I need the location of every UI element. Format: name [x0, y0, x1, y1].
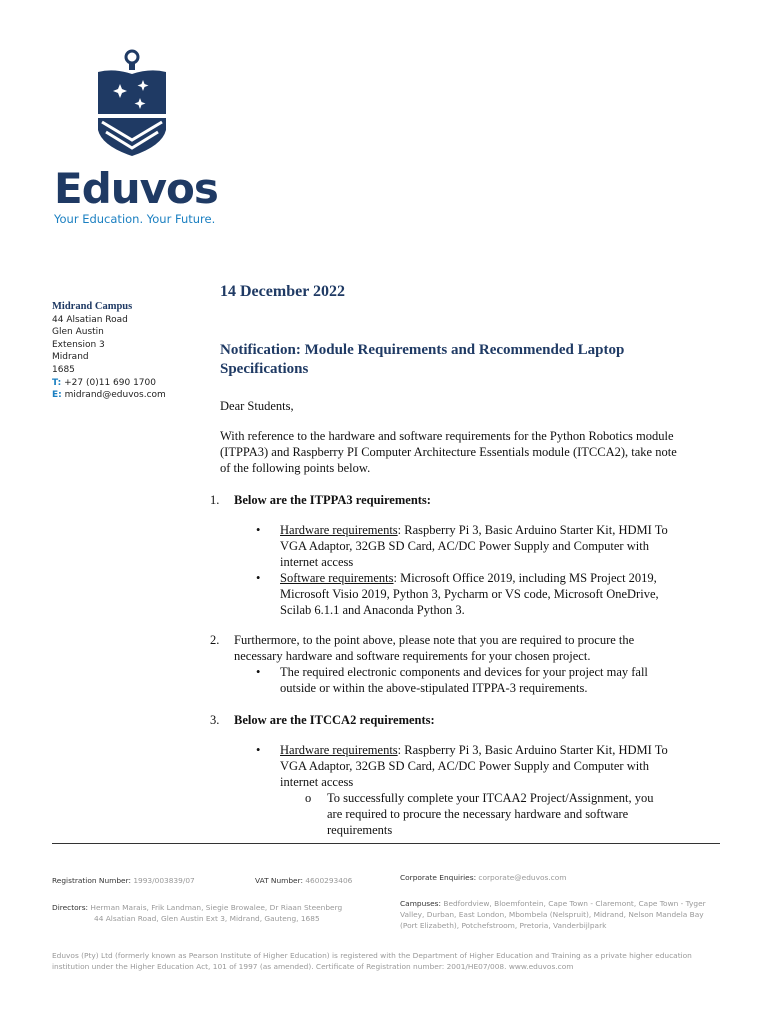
bullet-text: : Microsoft Office 2019, including MS Project 2019, Microsoft Visio 2019, Python 3, Pycharm or VS code, Microsoft OneDrive, Scilab 6.1.1 and Anaconda Python 3.	[280, 571, 659, 617]
email-address[interactable]: midrand@eduvos.com	[64, 390, 166, 401]
item-number: 2.	[210, 633, 220, 647]
registration-number: Registration Number: 1993/003839/07	[52, 876, 195, 885]
bullet-text: The required electronic components and devices for your project may fall outside or within the above-stipulated ITPPA-3 requirements.	[280, 665, 648, 695]
eduvos-crest-logo	[96, 48, 168, 158]
address-line: 1685	[52, 364, 75, 375]
bullet-item	[256, 664, 676, 696]
letter-title: Notification: Module Requirements and Recommended Laptop Specifications	[220, 342, 625, 377]
bullet-item	[256, 570, 676, 618]
bullet-dot-icon: •	[256, 571, 261, 585]
letter-intro: With reference to the hardware and software requirements for the Python Robotics module (ITPPA3) and Raspberry PI Computer Architecture Essentials module (ITCCA2), take note of the following points below.	[220, 429, 677, 475]
item-number: 3.	[210, 713, 220, 727]
campus-name: Midrand Campus	[52, 301, 133, 312]
email-label: E:	[52, 390, 62, 401]
directors-address: 44 Alsatian Road, Glen Austin Ext 3, Midrand, Gauteng, 1685	[94, 914, 320, 923]
brand-tagline: Your Education. Your Future.	[54, 212, 216, 226]
bullet-dot-icon: •	[256, 523, 261, 537]
numbered-item-2	[210, 632, 680, 664]
bullet-text: : Raspberry Pi 3, Basic Arduino Starter Kit, HDMI To VGA Adaptor, 32GB SD Card, AC/DC Power Supply and Computer with internet access	[280, 523, 668, 569]
item-heading: Below are the ITPPA3 requirements:	[234, 493, 431, 507]
brand-name: Eduvos	[54, 164, 218, 213]
phone-number: +27 (0)11 690 1700	[64, 377, 156, 388]
corporate-enquiries: Corporate Enquiries: corporate@eduvos.com	[400, 873, 567, 882]
bullet-dot-icon: •	[256, 743, 261, 757]
phone-line	[52, 377, 166, 390]
item-heading: Furthermore, to the point above, please note that you are required to procure the necessary hardware and software requirements for your chosen project.	[234, 633, 635, 663]
directors: Directors: Herman Marais, Frik Landman, Siegie Browalee, Dr Riaan Steenberg	[52, 903, 343, 912]
campus-address	[52, 301, 166, 402]
bullet-item	[256, 522, 676, 570]
address-line: Glen Austin	[52, 327, 104, 338]
bullet-label: Hardware requirements	[280, 523, 398, 537]
letter-greeting: Dear Students,	[220, 399, 294, 413]
legal-notice: Eduvos (Pty) Ltd (formerly known as Pearson Institute of Higher Education) is registered with the Department of Higher Education and Training as a private higher education institution under the Higher Education Act, 101 of 1997 (as amended). Certificate of Registration number: 2001/HE07/008. www.eduvos.com	[52, 951, 692, 971]
numbered-item-1	[210, 492, 680, 508]
address-line: Midrand	[52, 352, 89, 363]
campuses: Campuses: Bedfordview, Bloemfontein, Cape Town - Claremont, Cape Town - Tyger Valley, Durban, East London, Mbombela (Nelspruit), Midrand, Nelson Mandela Bay (Port Elizabeth), Potchefstroom, Pretoria, Vanderbijlpark	[400, 899, 706, 930]
address-line: 44 Alsatian Road	[52, 314, 128, 325]
bullet-label: Hardware requirements	[280, 743, 398, 757]
bullet-text: : Raspberry Pi 3, Basic Arduino Starter Kit, HDMI To VGA Adaptor, 32GB SD Card, AC/DC Power Supply and Computer with internet access	[280, 743, 668, 789]
sub-bullet-text: To successfully complete your ITCAA2 Project/Assignment, you are required to procure the necessary hardware and software requirements	[327, 791, 654, 837]
bullet-dot-icon: •	[256, 665, 261, 679]
phone-label: T:	[52, 377, 62, 388]
address-line: Extension 3	[52, 339, 105, 350]
vat-number: VAT Number: 4600293406	[255, 876, 353, 885]
sub-bullet-circle-icon: o	[305, 791, 312, 805]
footer-divider	[52, 843, 720, 844]
email-line	[52, 389, 166, 402]
bullet-label: Software requirements	[280, 571, 394, 585]
letter-date: 14 December 2022	[220, 283, 345, 300]
sub-bullet-item	[305, 790, 665, 838]
numbered-item-3	[210, 712, 680, 728]
bullet-item	[256, 742, 676, 790]
item-heading: Below are the ITCCA2 requirements:	[234, 713, 435, 727]
item-number: 1.	[210, 493, 220, 507]
